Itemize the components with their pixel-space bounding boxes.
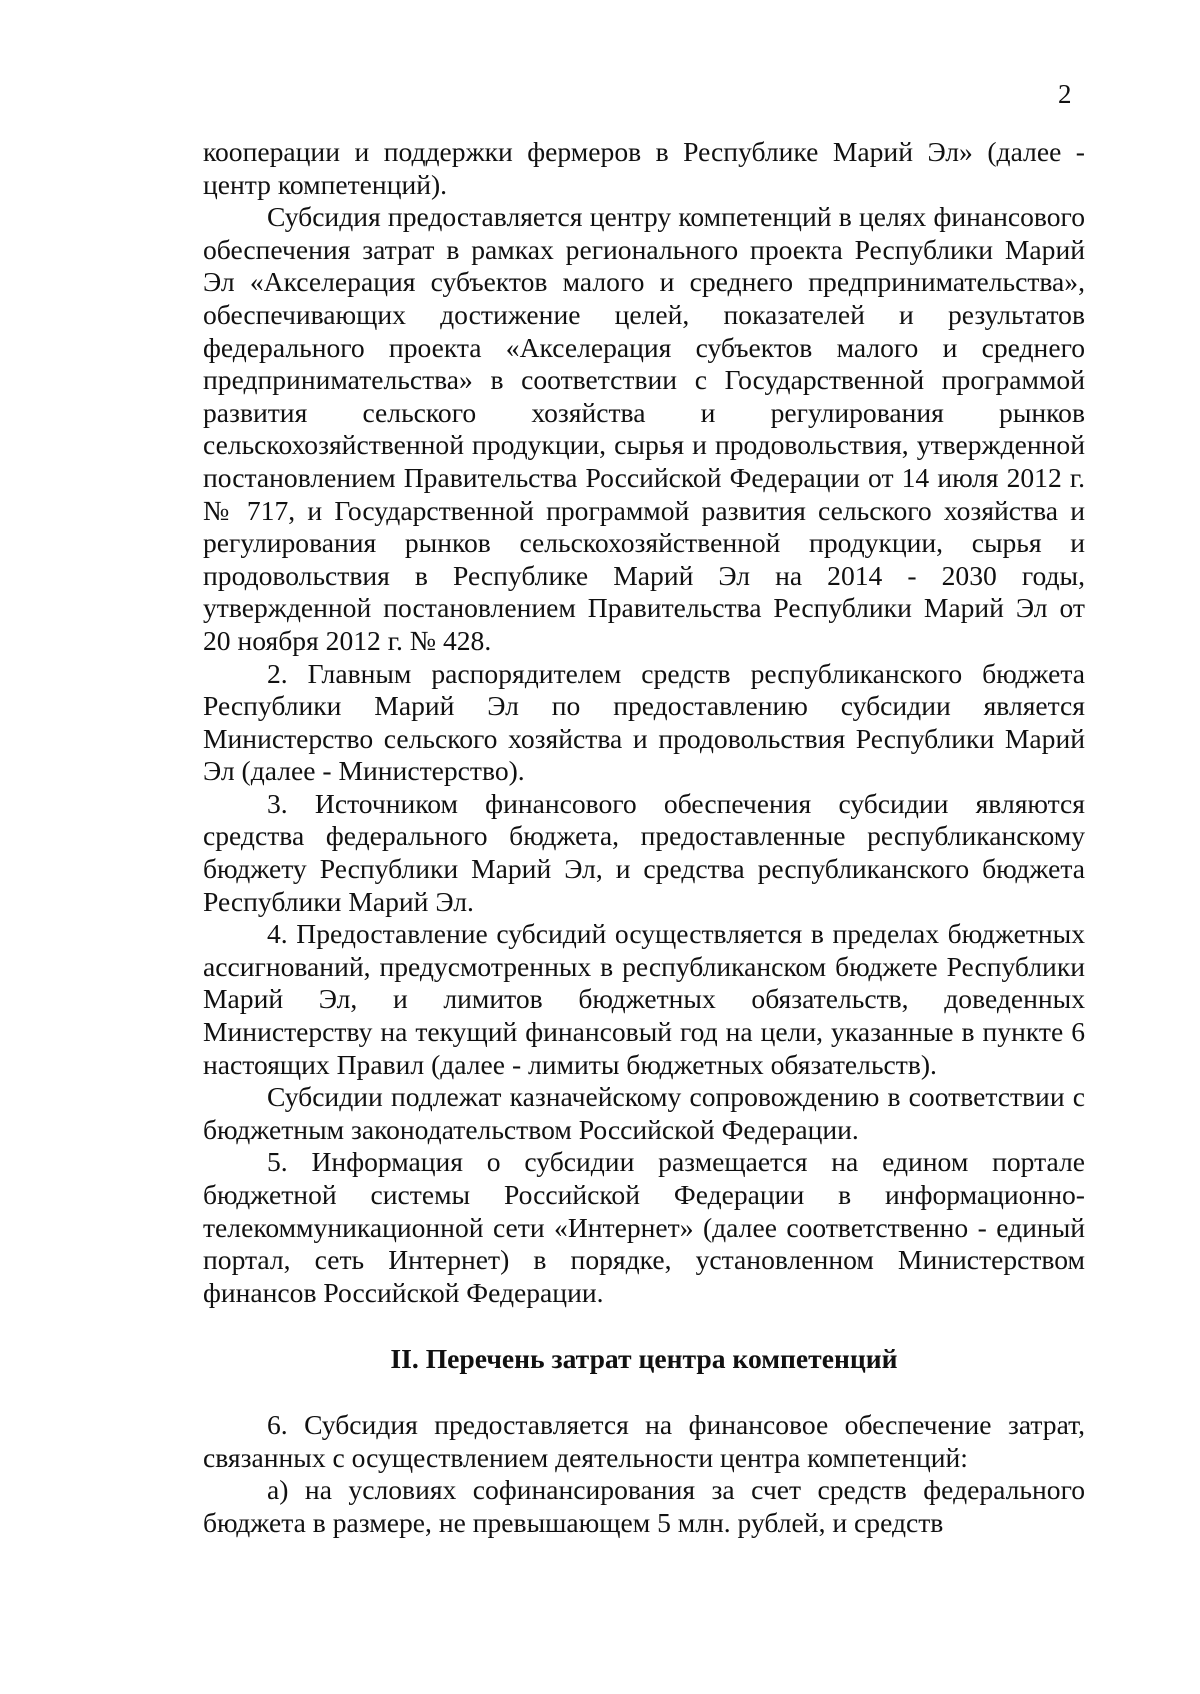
paragraph-item-6: 6. Субсидия предоставляется на финансовое обеспечение затрат, связанных с осуществлением деятельности центра компетенций: <box>203 1408 1085 1473</box>
paragraph-treasury-support: Субсидии подлежат казначейскому сопровождению в соответствии с бюджетным законодательством Российской Федерации. <box>203 1081 1085 1145</box>
section-heading: II. Перечень затрат центра компетенций <box>390 1343 898 1375</box>
document-body <box>203 136 1085 1539</box>
page-number: 2 <box>1058 79 1072 109</box>
paragraph-continuation: кооперации и поддержки фермеров в Республике Марий Эл» (далее - центр компетенций). <box>203 136 1085 200</box>
paragraph-item-6a: а) на условиях софинансирования за счет средств федерального бюджета в размере, не превышающем 5 млн. рублей, и средств <box>203 1474 1085 1538</box>
paragraph-item-2: 2. Главным распорядителем средств республиканского бюджета Республики Марий Эл по предоставлению субсидии является Министерство сельского хозяйства и продовольствия Республики Марий Эл (далее - Министерство). <box>203 657 1085 787</box>
paragraph-subsidy-purpose: Субсидия предоставляется центру компетенций в целях финансового обеспечения затрат в рамках регионального проекта Республики Марий Эл «Акселерация субъектов малого и среднего предпринимательства», обеспечивающих достижение целей, показателей и результатов федерального проекта «Акселерация субъектов малого и среднего предпринимательства» в соответствии с Государственной программой развития сельского хозяйства и регулирования рынков сельскохозяйственной продукции, сырья и продовольствия, утвержденной постановлением Правительства Российской Федерации от 14 июля 2012 г. № 717, и Государственной программой развития сельского хозяйства и регулирования рынков сельскохозяйственной продукции, сырья и продовольствия в Республике Марий Эл на 2014 - 2030 годы, утвержденной постановлением Правительства Республики Марий Эл от 20 ноября 2012 г. № 428. <box>203 201 1085 656</box>
paragraph-item-3: 3. Источником финансового обеспечения субсидии являются средства федерального бюджета, предоставленные республиканскому бюджету Республики Марий Эл, и средства республиканского бюджета Республики Марий Эл. <box>203 787 1085 917</box>
paragraph-item-5: 5. Информация о субсидии размещается на едином портале бюджетной системы Российской Федерации в информационно-телекоммуникационной сети «Интернет» (далее соответственно - единый портал, сеть Интернет) в порядке, установленном Министерством финансов Российской Федерации. <box>203 1146 1085 1308</box>
paragraph-item-4: 4. Предоставление субсидий осуществляется в пределах бюджетных ассигнований, предусмотренных в республиканском бюджете Республики Марий Эл, и лимитов бюджетных обязательств, доведенных Министерству на текущий финансовый год на цели, указанные в пункте 6 настоящих Правил (далее - лимиты бюджетных обязательств). <box>203 918 1085 1080</box>
